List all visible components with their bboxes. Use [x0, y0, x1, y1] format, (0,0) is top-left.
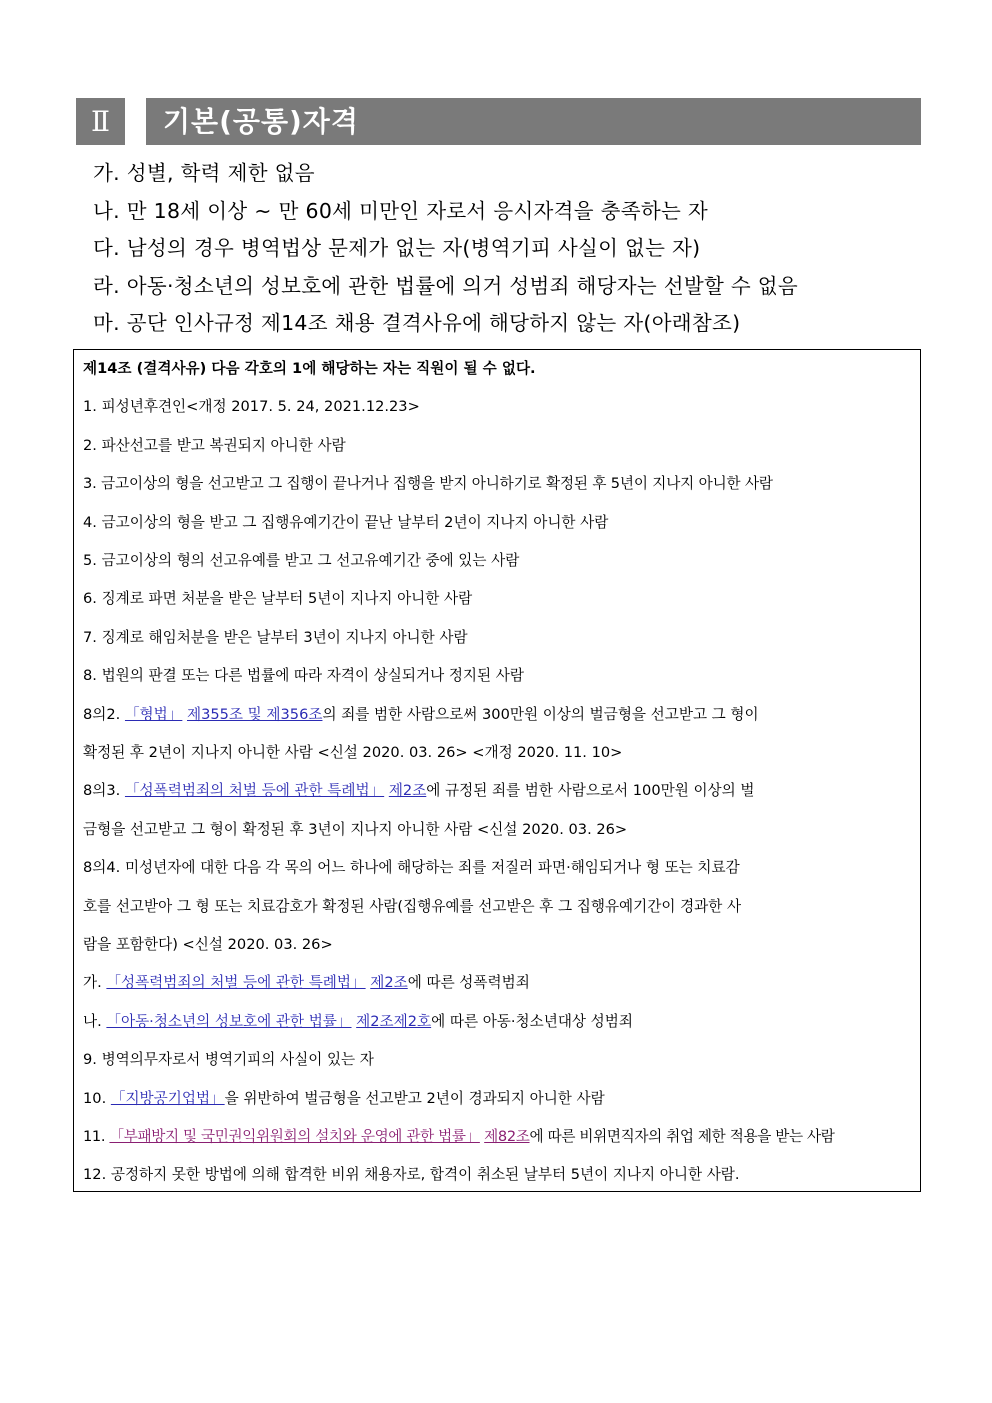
qualification-list — [93, 155, 921, 343]
regulation-item — [83, 1080, 911, 1118]
item-prefix: 8의3. — [83, 782, 125, 800]
section-header — [76, 98, 921, 145]
item-prefix: 8의2. — [83, 705, 125, 723]
regulation-item — [83, 772, 911, 810]
section-title: 기본(공통)자격 — [146, 98, 921, 145]
qualification-item: 마. 공단 인사규정 제14조 채용 결격사유에 해당하지 않는 자(아래참조) — [93, 311, 741, 335]
law-link-sexual-violence-act[interactable]: 「성폭력범죄의 처벌 등에 관한 특례법」 — [124, 782, 385, 800]
item-text: 에 따른 성폭력범죄 — [407, 974, 530, 992]
law-link-article-82[interactable]: 제82조 — [484, 1128, 530, 1145]
law-link-anti-corruption-act[interactable]: 「부패방지 및 국민권익위원회의 설치와 운영에 관한 법률」 — [109, 1128, 480, 1145]
section-number: Ⅱ — [76, 98, 125, 145]
item-prefix: 10. — [83, 1089, 111, 1107]
law-link-article-355-356[interactable]: 제355조 및 제356조 — [186, 705, 323, 723]
law-link-sexual-violence-act[interactable]: 「성폭력범죄의 처벌 등에 관한 특례법」 — [106, 974, 366, 992]
regulation-item-continuation: 금형을 선고받고 그 형이 확정된 후 3년이 지나지 아니한 사람 <신설 2020. 03. 26> — [83, 820, 628, 838]
law-link-criminal-act[interactable]: 「형법」 — [124, 705, 183, 723]
law-link-article-2-2[interactable]: 제2조제2호 — [356, 1012, 432, 1030]
qualification-item: 라. 아동·청소년의 성보호에 관한 법률에 의거 성범죄 해당자는 선발할 수 없음 — [93, 273, 798, 298]
qualification-item: 가. 성별, 학력 제한 없음 — [93, 161, 315, 185]
item-prefix: 가. — [83, 974, 107, 992]
regulation-item: 8. 법원의 판결 또는 다른 법률에 따라 자격이 상실되거나 정지된 사람 — [83, 667, 524, 685]
regulation-item: 7. 징계로 해임처분을 받은 날부터 3년이 지나지 아니한 사람 — [83, 628, 468, 646]
item-text: 을 위반하여 벌금형을 선고받고 2년이 경과되지 아니한 사람 — [224, 1089, 605, 1107]
regulation-item-continuation: 호를 선고받아 그 형 또는 치료감호가 확정된 사람(집행유예를 선고받은 후 그 집행유예기간이 경과한 사 — [83, 897, 742, 915]
law-link-article-2[interactable]: 제2조 — [388, 782, 427, 800]
regulation-item: 1. 피성년후견인<개정 2017. 5. 24, 2021.12.23> — [83, 398, 420, 416]
law-link-local-public-enterprises-act[interactable]: 「지방공기업법」 — [110, 1089, 225, 1107]
item-prefix: 11. — [83, 1128, 110, 1145]
law-link-article-2[interactable]: 제2조 — [370, 974, 408, 992]
regulation-item — [83, 1118, 911, 1156]
law-link-youth-protection-act[interactable]: 「아동·청소년의 성보호에 관한 법률」 — [106, 1012, 352, 1030]
qualification-item: 다. 남성의 경우 병역법상 문제가 없는 자(병역기피 사실이 없는 자) — [93, 236, 701, 260]
regulation-item-continuation: 확정된 후 2년이 지나지 아니한 사람 <신설 2020. 03. 26> <개정 2020. 11. 10> — [83, 744, 623, 761]
regulation-box — [73, 349, 921, 1192]
regulation-item: 2. 파산선고를 받고 복권되지 아니한 사람 — [83, 436, 346, 454]
regulation-heading: 제14조 (결격사유) 다음 각호의 1에 해당하는 자는 직원이 될 수 없다. — [83, 360, 536, 377]
regulation-item: 12. 공정하지 못한 방법에 의해 합격한 비위 채용자로, 합격이 취소된 날부터 5년이 지나지 아니한 사람. — [83, 1166, 740, 1184]
regulation-item: 9. 병역의무자로서 병역기피의 사실이 있는 자 — [83, 1051, 374, 1069]
item-text: 에 규정된 죄를 범한 사람으로서 100만원 이상의 벌 — [426, 782, 755, 800]
regulation-item: 3. 금고이상의 형을 선고받고 그 집행이 끝나거나 집행을 받지 아니하기로 확정된 후 5년이 지나지 아니한 사람 — [83, 475, 773, 493]
item-text: 의 죄를 범한 사람으로써 300만원 이상의 벌금형을 선고받고 그 형이 — [322, 705, 759, 723]
regulation-item — [83, 696, 911, 734]
item-text: 에 따른 비위면직자의 취업 제한 적용을 받는 사람 — [529, 1128, 835, 1145]
item-prefix: 나. — [83, 1012, 107, 1030]
regulation-item: 5. 금고이상의 형의 선고유예를 받고 그 선고유예기간 중에 있는 사람 — [83, 552, 520, 569]
regulation-item-continuation: 람을 포함한다) <신설 2020. 03. 26> — [83, 936, 333, 953]
regulation-item: 8의4. 미성년자에 대한 다음 각 목의 어느 하나에 해당하는 죄를 저질러 파면·해임되거나 형 또는 치료감 — [83, 859, 740, 877]
regulation-item: 4. 금고이상의 형을 받고 그 집행유예기간이 끝난 날부터 2년이 지나지 아니한 사람 — [83, 513, 609, 531]
item-text: 에 따른 아동·청소년대상 성범죄 — [431, 1012, 633, 1030]
regulation-item: 6. 징계로 파면 처분을 받은 날부터 5년이 지나지 아니한 사람 — [83, 590, 473, 608]
regulation-subitem — [83, 1003, 911, 1041]
qualification-item: 나. 만 18세 이상 ~ 만 60세 미만인 자로서 응시자격을 충족하는 자 — [93, 198, 709, 223]
regulation-subitem — [83, 964, 911, 1002]
